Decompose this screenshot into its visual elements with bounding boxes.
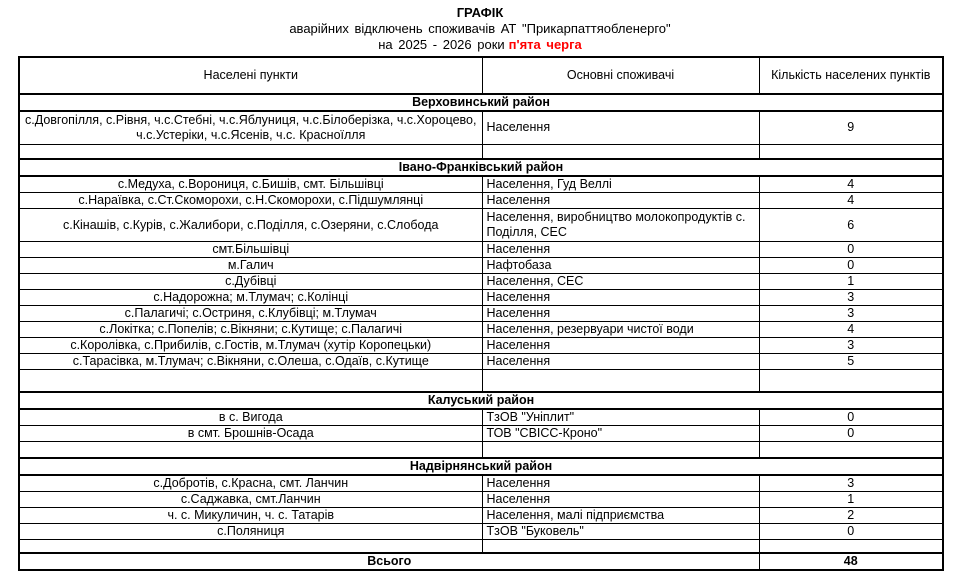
- count-cell: 2: [759, 508, 943, 524]
- settlements-cell: с.Дубівці: [19, 274, 482, 290]
- consumers-cell: Населення, СЕС: [482, 274, 759, 290]
- section-title: Калуський район: [19, 392, 943, 409]
- consumers-cell: [482, 441, 759, 458]
- consumers-cell: Населення: [482, 492, 759, 508]
- count-cell: [759, 441, 943, 458]
- count-cell: 4: [759, 176, 943, 193]
- table-row: [19, 475, 943, 492]
- count-cell: 3: [759, 475, 943, 492]
- settlements-cell: в с. Вигода: [19, 409, 482, 426]
- table-row: [19, 209, 943, 242]
- settlements-cell: ч. с. Микуличин, ч. с. Татарів: [19, 508, 482, 524]
- settlements-cell: м.Галич: [19, 258, 482, 274]
- title-years: на 2025 - 2026 роки: [378, 37, 505, 52]
- spacer-row: [19, 540, 943, 553]
- settlements-cell: [19, 540, 482, 553]
- consumers-cell: Нафтобаза: [482, 258, 759, 274]
- settlements-cell: с.Саджавка, смт.Ланчин: [19, 492, 482, 508]
- settlements-cell: с.Довгопілля, с.Рівня, ч.с.Стебні, ч.с.Яблуниця, ч.с.Білоберізка, ч.с.Хороцево, ч.с.Устеріки, ч.с.Ясенів, ч.с. Красноїлля: [19, 111, 482, 144]
- col-header-consumers: Основні споживачі: [482, 57, 759, 94]
- table-row: [19, 111, 943, 144]
- settlements-cell: [19, 370, 482, 392]
- table-row: [19, 242, 943, 258]
- section-header-row: [19, 392, 943, 409]
- section-title: Надвірнянський район: [19, 458, 943, 475]
- count-cell: 0: [759, 258, 943, 274]
- count-cell: [759, 144, 943, 159]
- settlements-cell: с.Кінашів, с.Курів, с.Жалибори, с.Поділля, с.Озеряни, с.Слобода: [19, 209, 482, 242]
- title-line-3: [0, 37, 960, 53]
- document-title: [0, 0, 960, 53]
- settlements-cell: с.Добротів, с.Красна, смт. Ланчин: [19, 475, 482, 492]
- settlements-cell: с.Королівка, с.Прибилів, с.Гостів, м.Тлумач (хутір Коропецьки): [19, 338, 482, 354]
- count-cell: 6: [759, 209, 943, 242]
- count-cell: [759, 540, 943, 553]
- section-header-row: [19, 159, 943, 176]
- table-row: [19, 274, 943, 290]
- title-queue-highlight: п'ята черга: [508, 37, 582, 52]
- table-row: [19, 409, 943, 426]
- consumers-cell: Населення: [482, 193, 759, 209]
- count-cell: 0: [759, 425, 943, 441]
- settlements-cell: смт.Більшівці: [19, 242, 482, 258]
- table-row: [19, 290, 943, 306]
- consumers-cell: Населення, виробництво молокопродуктів с. Поділля, СЕС: [482, 209, 759, 242]
- table-row: [19, 258, 943, 274]
- consumers-cell: Населення: [482, 354, 759, 370]
- total-count: 48: [759, 553, 943, 570]
- consumers-cell: [482, 540, 759, 553]
- total-label: Всього: [19, 553, 759, 570]
- settlements-cell: [19, 144, 482, 159]
- consumers-cell: Населення: [482, 111, 759, 144]
- table-row: [19, 193, 943, 209]
- section-title: Верховинський район: [19, 94, 943, 111]
- table-header-row: [19, 57, 943, 94]
- outage-schedule-table: [18, 56, 944, 571]
- table-row: [19, 425, 943, 441]
- settlements-cell: в смт. Брошнів-Осада: [19, 425, 482, 441]
- table-row: [19, 322, 943, 338]
- count-cell: 4: [759, 193, 943, 209]
- table-row: [19, 176, 943, 193]
- section-title: Івано-Франківський район: [19, 159, 943, 176]
- count-cell: 9: [759, 111, 943, 144]
- col-header-settlements: Населені пункти: [19, 57, 482, 94]
- count-cell: 0: [759, 242, 943, 258]
- count-cell: 1: [759, 492, 943, 508]
- consumers-cell: Населення: [482, 242, 759, 258]
- table-row: [19, 492, 943, 508]
- settlements-cell: с.Поляниця: [19, 524, 482, 540]
- consumers-cell: [482, 370, 759, 392]
- col-header-count: Кількість населених пунктів: [759, 57, 943, 94]
- settlements-cell: с.Медуха, с.Ворониця, с.Бишів, смт. Більшівці: [19, 176, 482, 193]
- count-cell: 1: [759, 274, 943, 290]
- table-row: [19, 306, 943, 322]
- consumers-cell: ТОВ "СВІСС-Кроно": [482, 425, 759, 441]
- settlements-cell: с.Нараївка, с.Ст.Скоморохи, с.Н.Скоморохи, с.Підшумлянці: [19, 193, 482, 209]
- total-row: [19, 553, 943, 570]
- consumers-cell: Населення, малі підприємства: [482, 508, 759, 524]
- count-cell: 4: [759, 322, 943, 338]
- consumers-cell: ТзОВ "Уніплит": [482, 409, 759, 426]
- count-cell: 3: [759, 290, 943, 306]
- section-header-row: [19, 458, 943, 475]
- section-header-row: [19, 94, 943, 111]
- title-line-2: аварійних відключень споживачів АТ "Прикарпаттяобленерго": [289, 21, 671, 36]
- spacer-row: [19, 370, 943, 392]
- table-row: [19, 354, 943, 370]
- count-cell: 5: [759, 354, 943, 370]
- settlements-cell: с.Локітка; с.Попелів; с.Вікняни; с.Кутище; с.Палагичі: [19, 322, 482, 338]
- count-cell: 0: [759, 409, 943, 426]
- count-cell: 3: [759, 338, 943, 354]
- settlements-cell: с.Надорожна; м.Тлумач; с.Колінці: [19, 290, 482, 306]
- title-line-1: ГРАФІК: [456, 5, 504, 20]
- consumers-cell: Населення: [482, 475, 759, 492]
- consumers-cell: Населення, Гуд Веллі: [482, 176, 759, 193]
- consumers-cell: Населення: [482, 338, 759, 354]
- count-cell: [759, 370, 943, 392]
- spacer-row: [19, 144, 943, 159]
- count-cell: 0: [759, 524, 943, 540]
- count-cell: 3: [759, 306, 943, 322]
- table-row: [19, 524, 943, 540]
- consumers-cell: Населення: [482, 290, 759, 306]
- consumers-cell: Населення, резервуари чистої води: [482, 322, 759, 338]
- consumers-cell: Населення: [482, 306, 759, 322]
- settlements-cell: [19, 441, 482, 458]
- consumers-cell: ТзОВ "Буковель": [482, 524, 759, 540]
- table-row: [19, 508, 943, 524]
- settlements-cell: с.Палагичі; с.Остриня, с.Клубівці; м.Тлумач: [19, 306, 482, 322]
- consumers-cell: [482, 144, 759, 159]
- spacer-row: [19, 441, 943, 458]
- table-row: [19, 338, 943, 354]
- settlements-cell: с.Тарасівка, м.Тлумач; с.Вікняни, с.Олеша, с.Одаїв, с.Кутище: [19, 354, 482, 370]
